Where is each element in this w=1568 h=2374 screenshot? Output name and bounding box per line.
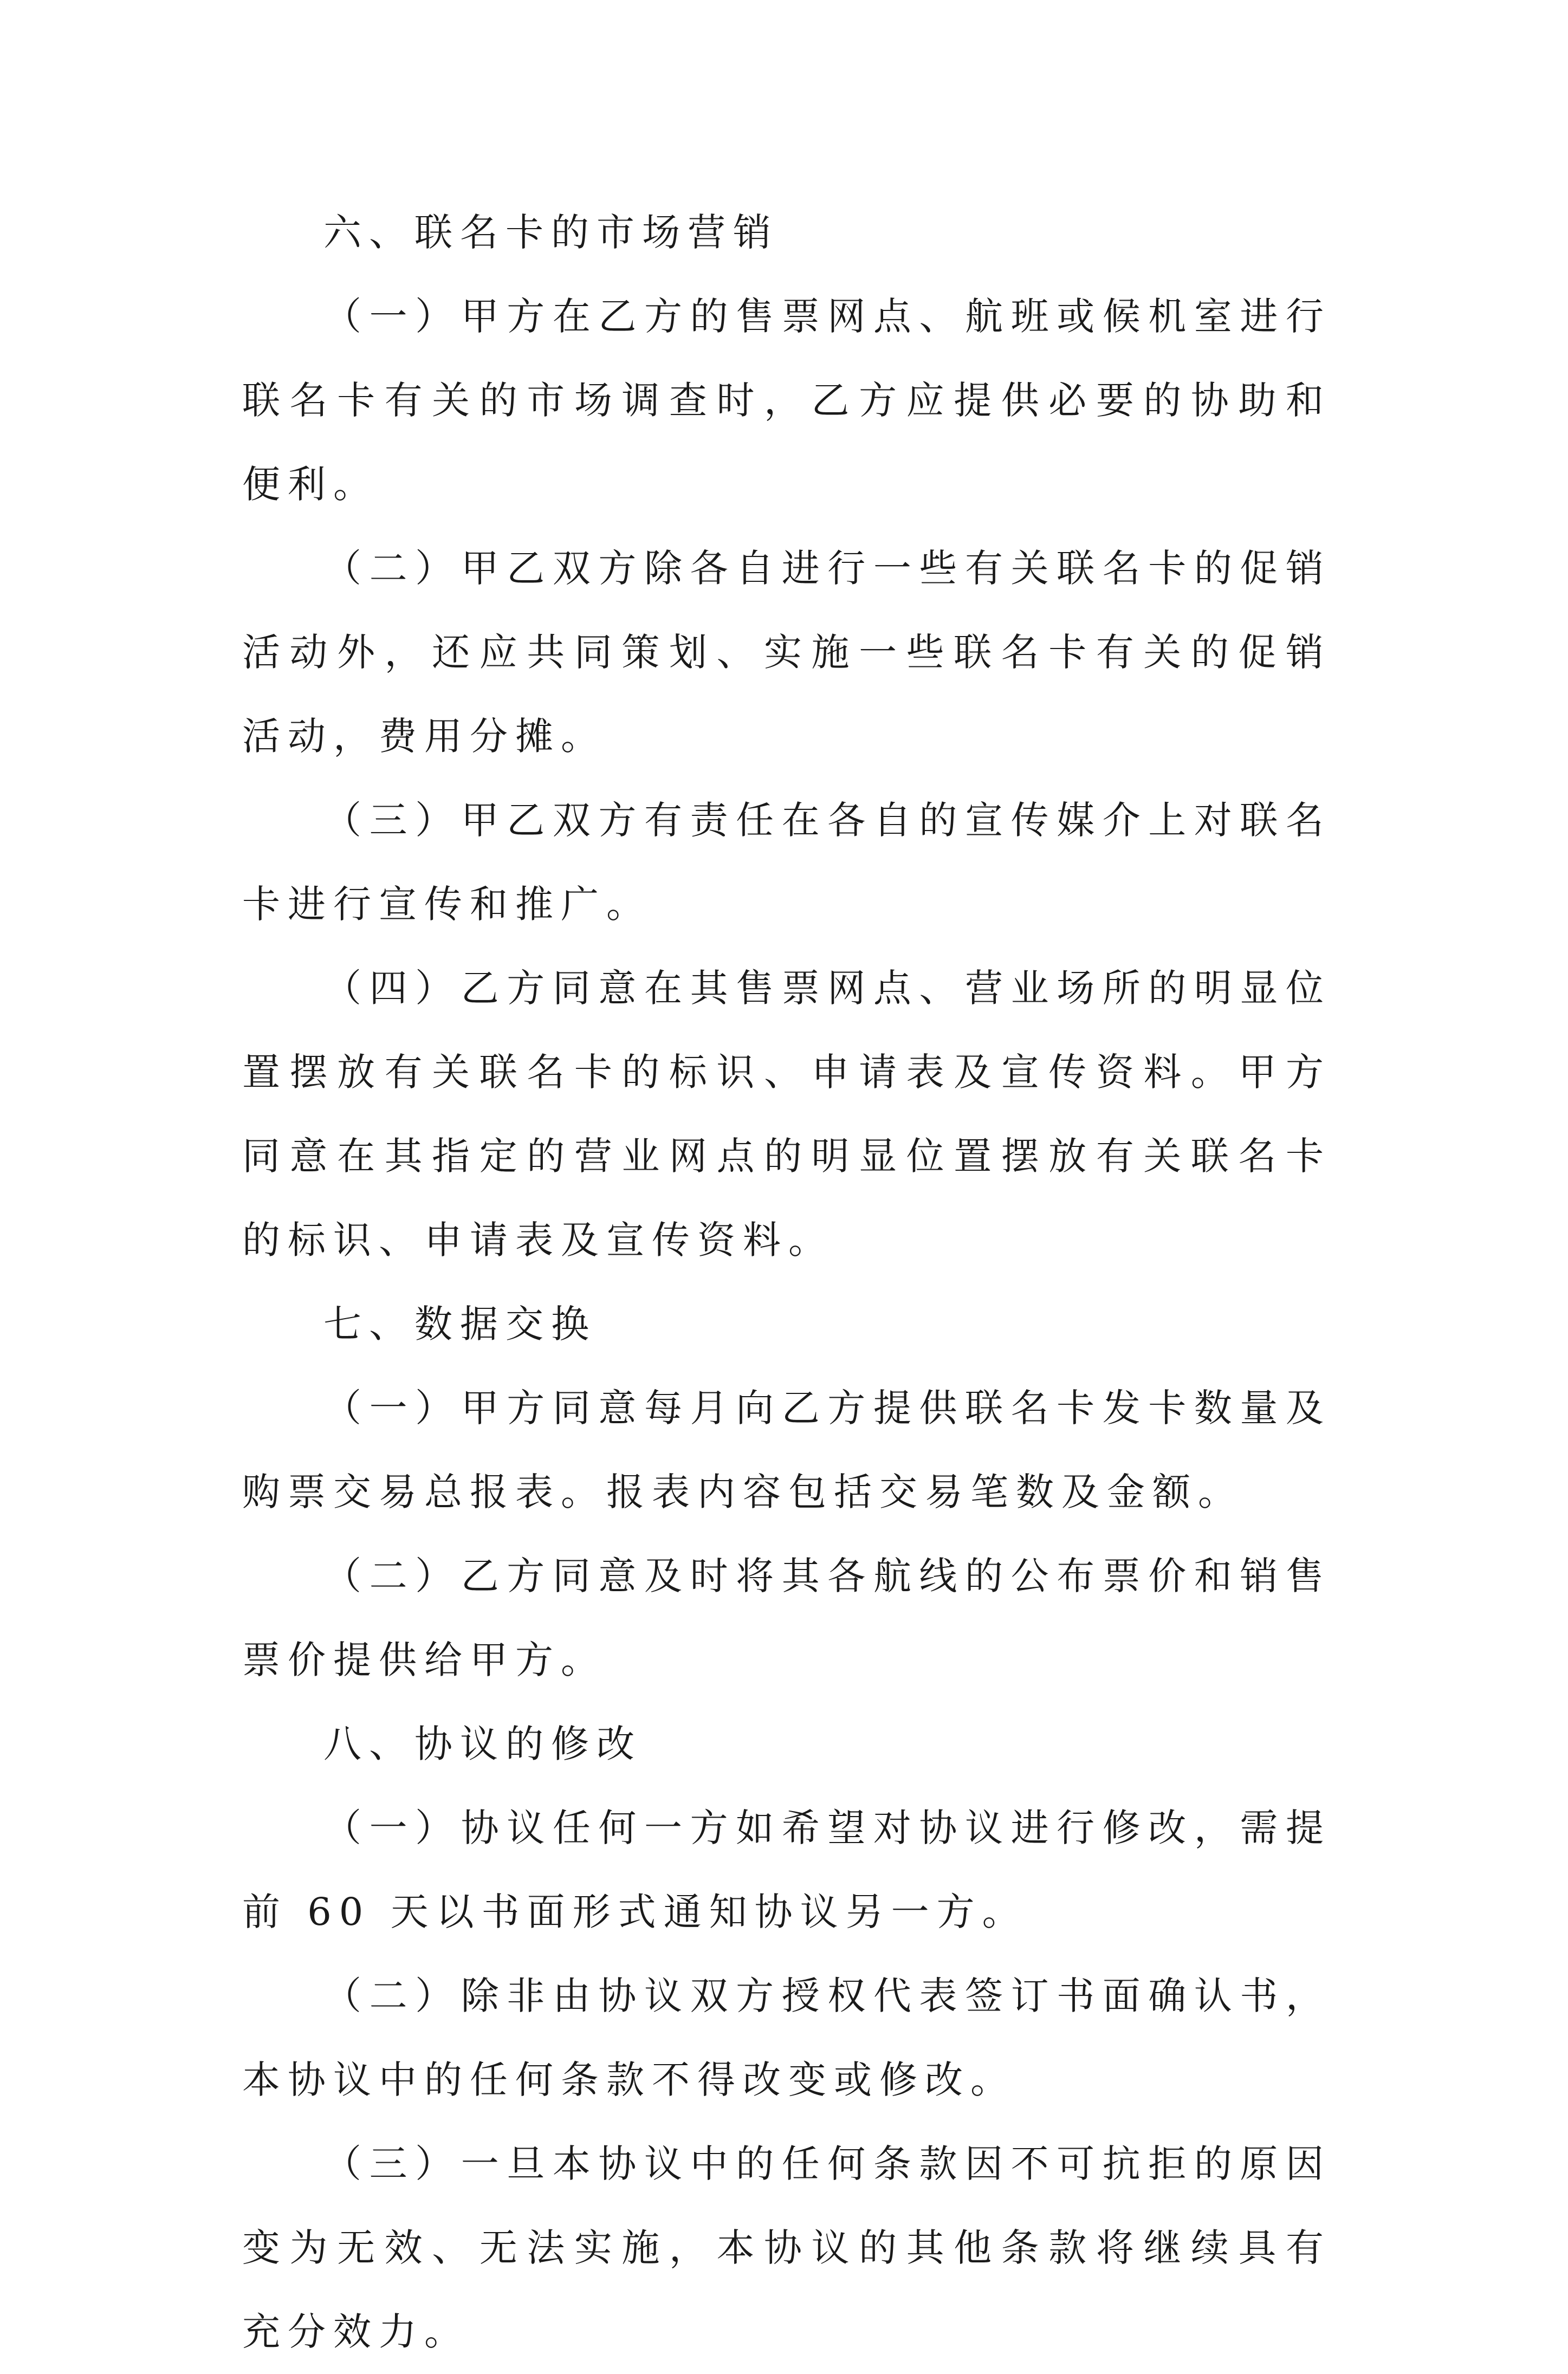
section-heading-amendment: 八、协议的修改: [323, 1722, 642, 1766]
paragraph: （三）一旦本协议中的任何条款因不可抗拒的原因变为无效、无法实施，本协议的其他条款将继续具有充分效力。: [242, 2142, 1331, 2354]
paragraph: （二）除非由协议双方授权代表签订书面确认书，本协议中的任何条款不得改变或修改。: [242, 1974, 1331, 2102]
paragraph: （一）甲方同意每月向乙方提供联名卡发卡数量及购票交易总报表。报表内容包括交易笔数及金额。: [242, 1386, 1331, 1514]
paragraph: （一）协议任何一方如希望对协议进行修改，需提前 60 天以书面形式通知协议另一方。: [242, 1806, 1331, 1934]
paragraph: （一）甲方在乙方的售票网点、航班或候机室进行联名卡有关的市场调查时，乙方应提供必要的协助和便利。: [242, 294, 1331, 507]
paragraph: （二）甲乙双方除各自进行一些有关联名卡的促销活动外，还应共同策划、实施一些联名卡有关的促销活动，费用分摊。: [242, 546, 1331, 758]
paragraph: （四）乙方同意在其售票网点、营业场所的明显位置摆放有关联名卡的标识、申请表及宣传资料。甲方同意在其指定的营业网点的明显位置摆放有关联名卡的标识、申请表及宣传资料。: [242, 966, 1331, 1262]
paragraph: （三）甲乙双方有责任在各自的宣传媒介上对联名卡进行宣传和推广。: [242, 798, 1331, 926]
document-body: [242, 191, 1331, 2374]
paragraph: （二）乙方同意及时将其各航线的公布票价和销售票价提供给甲方。: [242, 1554, 1331, 1682]
section-heading-marketing: 六、联名卡的市场营销: [323, 210, 779, 255]
section-heading-data-exchange: 七、数据交换: [323, 1302, 597, 1346]
